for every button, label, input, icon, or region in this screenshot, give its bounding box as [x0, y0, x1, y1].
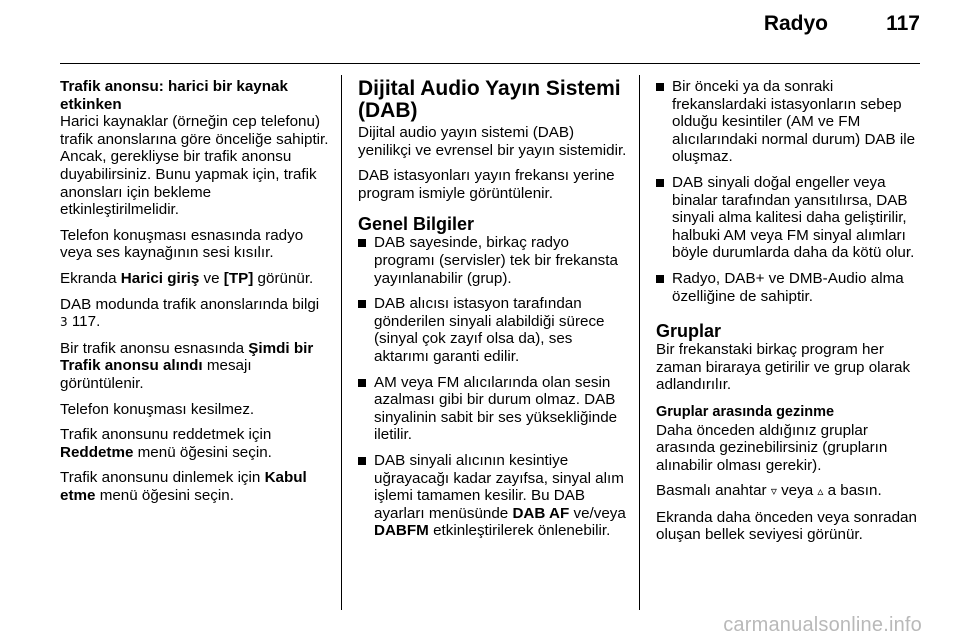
list-item: Radyo, DAB+ ve DMB-Audio alma özelliğine de sahiptir.	[656, 270, 924, 305]
paragraph: Telefon konuşması kesilmez.	[60, 400, 255, 418]
subheading: Gruplar	[656, 321, 722, 342]
paragraph: Trafik anonsunu dinlemek için Kabul etme menü öğesini seçin.	[60, 469, 307, 504]
paragraph: Bir trafik anonsu esnasında Şimdi bir Trafik anonsu alındı mesajı görüntülenir.	[60, 339, 314, 392]
column-2	[358, 78, 628, 548]
bullet-icon	[656, 179, 664, 187]
page-header-title: Radyo	[763, 12, 828, 35]
paragraph: Dijital audio yayın sistemi (DAB) yenilikçi ve evrensel bir yayın sistemidir.	[358, 124, 627, 159]
list-item: DAB sinyali alıcının kesintiye uğrayacağı kadar zayıfsa, sinyal alım işlemi tamamen kesilir. Bu DAB ayarları menüsünde DAB AF ve/veya DABFM etkinleştirilerek önlenebilir.	[358, 452, 628, 540]
column-divider-2	[639, 75, 640, 610]
watermark: carmanualsonline.info	[723, 614, 922, 636]
bullet-icon	[656, 83, 664, 91]
traffic-announcement-heading: Trafik anonsu: harici bir kaynak etkinken	[60, 78, 288, 113]
list-item: AM veya FM alıcılarında olan sesin azalması gibi bir durum olmaz. DAB sinyalinin sabit bir ses yüksekliğinde iletilir.	[358, 374, 628, 444]
bullet-icon	[358, 239, 366, 247]
paragraph: Harici kaynaklar (örneğin cep telefonu) trafik anonslarına göre önceliğe sahiptir. Ancak, gerekliyse bir trafik anonsu duyabilirsiniz. Bunu yapmak için, trafik anonsları için bekleme etkinleştirilmelidir.	[60, 113, 329, 219]
paragraph: Ekranda Harici giriş ve [TP] görünür.	[60, 269, 314, 287]
column-divider-1	[341, 75, 342, 610]
small-heading: Gruplar arasında gezinme	[656, 403, 835, 420]
subheading: Genel Bilgiler	[358, 214, 475, 235]
paragraph: DAB istasyonları yayın frekansı yerine program ismiyle görüntülenir.	[358, 167, 615, 202]
bullet-icon	[358, 379, 366, 387]
list-item: DAB alıcısı istasyon tarafından gönderilen sinyali alabildiği sürece (sinyal çok zayıf olsa da), ses aktarımı garanti edilir.	[358, 295, 628, 365]
bullet-list	[656, 78, 924, 305]
up-arrow-key-icon: ▵	[817, 484, 824, 499]
page-reference-arrow-icon: 3	[60, 315, 68, 330]
list-item: Bir önceki ya da sonraki frekanslardaki istasyonların sebep olduğu kesintiler (AM ve FM alıcılarındaki normal durum) DAB ile oluşmaz.	[656, 78, 924, 166]
paragraph: Telefon konuşması esnasında radyo veya ses kaynağının sesi kısılır.	[60, 226, 304, 262]
paragraph: DAB modunda trafik anonslarında bilgi 3 117.	[60, 295, 320, 331]
paragraph: Daha önceden aldığınız gruplar arasında gezinebilirsiniz (grupların alınabilir olması gerekir).	[656, 421, 888, 474]
paragraph: Trafik anonsunu reddetmek için Reddetme menü öğesini seçin.	[60, 426, 272, 461]
column-1	[60, 78, 330, 512]
bullet-icon	[358, 300, 366, 308]
down-arrow-key-icon: ⁠▿	[770, 484, 777, 499]
bullet-icon	[358, 457, 366, 465]
paragraph: Ekranda daha önceden veya sonradan oluşan bellek seviyesi görünür.	[656, 508, 917, 544]
header-rule	[60, 63, 920, 64]
column-3	[656, 78, 924, 552]
page-number: 117	[886, 12, 920, 35]
list-item: DAB sayesinde, birkaç radyo programı (servisler) tek bir frekansta yayınlanabilir (grup).	[358, 234, 628, 287]
paragraph: Basmalı anahtar ⁠▿ veya ▵ a basın.	[656, 482, 882, 500]
section-title: Dijital Audio Yayın Sistemi (DAB)	[358, 77, 621, 122]
bullet-icon	[656, 275, 664, 283]
paragraph: Bir frekanstaki birkaç program her zaman biraraya getirilir ve grup olarak adlandırılır.	[656, 341, 911, 394]
list-item: DAB sinyali doğal engeller veya binalar tarafından yansıtılırsa, DAB sinyali alma kalitesi daha geliştirilir, halbuki AM veya FM sinyal alımları böyle durumlarda daha da kötü olur.	[656, 174, 924, 262]
bullet-list	[358, 234, 628, 540]
